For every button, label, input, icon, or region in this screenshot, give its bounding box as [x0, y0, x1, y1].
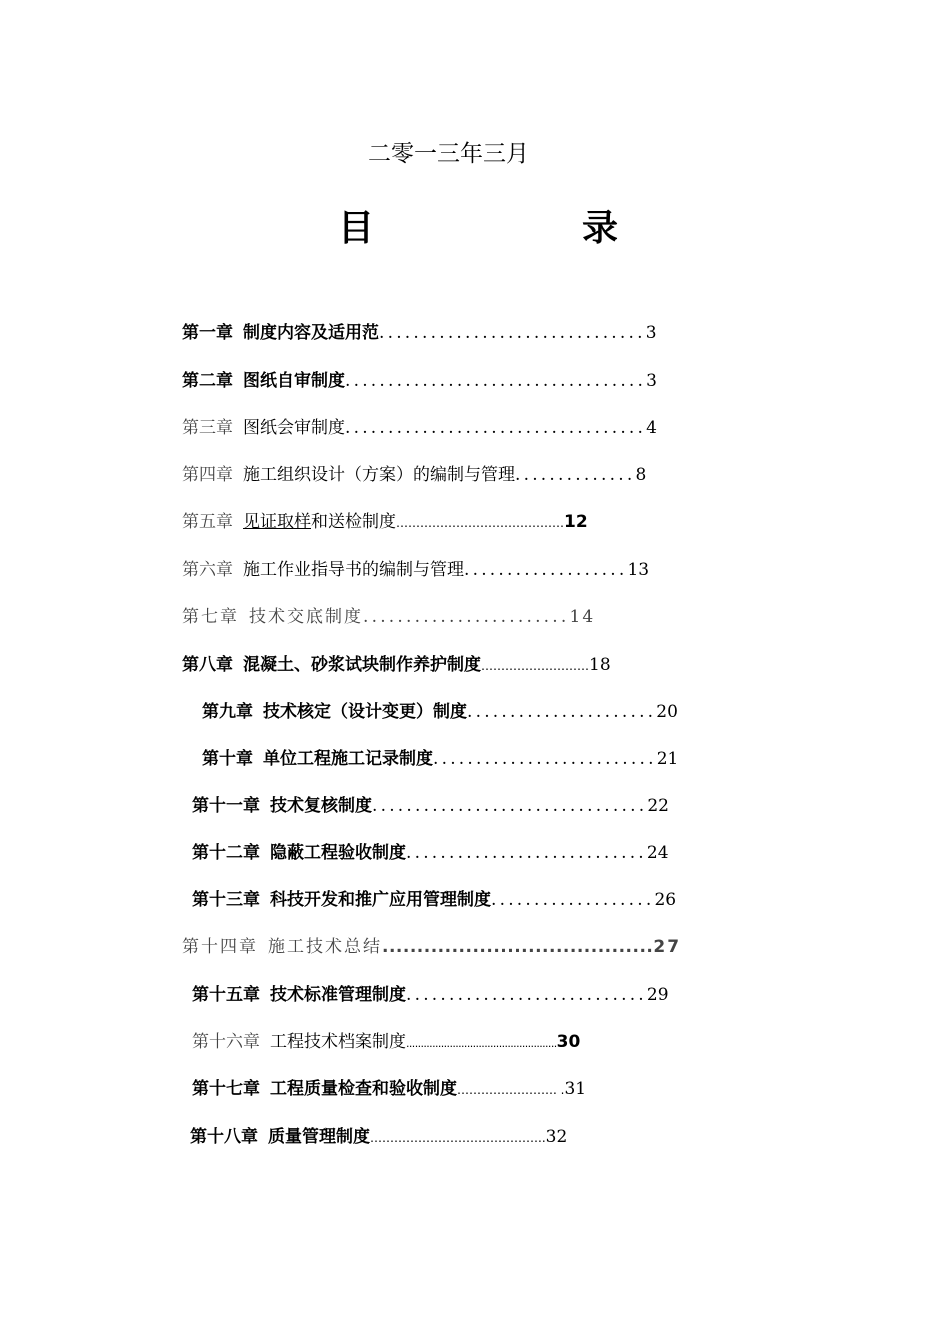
chapter-title: 施工技术总结 — [268, 937, 382, 957]
chapter-number: 第十三章 — [192, 890, 260, 910]
toc-entry — [192, 791, 669, 816]
dot-leader: ....................................... — [382, 937, 654, 957]
toc-entry — [182, 318, 657, 343]
page-number: 20 — [656, 702, 678, 722]
toc-entry — [182, 602, 595, 627]
chapter-title: 图纸会审制度 — [243, 418, 345, 438]
chapter-number: 第十六章 — [192, 1032, 260, 1052]
toc-entry — [192, 1074, 586, 1099]
toc-entry — [192, 1027, 580, 1052]
chapter-number: 第十八章 — [190, 1127, 258, 1147]
page-number: 3 — [645, 323, 657, 343]
chapter-number: 第三章 — [182, 418, 233, 438]
page-number: 4 — [646, 418, 657, 438]
toc-title-part1: 目 — [338, 207, 375, 249]
page-number: 26 — [654, 890, 677, 910]
chapter-title: 单位工程施工记录制度 — [263, 749, 433, 769]
dot-leader: …………………………………… — [396, 516, 564, 530]
page-number: 32 — [545, 1127, 568, 1147]
chapter-title: 施工作业指导书的编制与管理 — [243, 560, 464, 580]
chapter-number: 第十一章 — [192, 796, 260, 816]
chapter-title: 工程技术档案制度 — [270, 1032, 406, 1052]
toc-title-part2: 录 — [582, 207, 619, 249]
toc-entry — [182, 507, 588, 532]
toc-entry — [202, 697, 678, 722]
toc-entry — [182, 413, 657, 438]
toc-entry — [182, 460, 646, 485]
dot-leader: ……………………. . — [457, 1083, 565, 1097]
page-number: 12 — [564, 512, 588, 532]
chapter-title: 技术复核制度 — [270, 796, 372, 816]
page-number: 14 — [569, 607, 596, 627]
page-number: 27 — [653, 937, 682, 957]
dot-leader: ........................ — [363, 607, 570, 627]
chapter-number: 第二章 — [182, 371, 233, 391]
chapter-title: 工程质量检查和验收制度 — [270, 1079, 457, 1099]
page-number: 30 — [556, 1032, 581, 1052]
chapter-number: 第十七章 — [192, 1079, 260, 1099]
chapter-title: 技术交底制度 — [249, 607, 363, 627]
toc-entry — [182, 555, 649, 580]
chapter-number: 第九章 — [202, 702, 253, 722]
chapter-number: 第十二章 — [192, 843, 260, 863]
dot-leader: ……………………… — [481, 659, 589, 673]
dot-leader: .................................................... — [406, 1037, 557, 1050]
dot-leader: …………………………………….. — [370, 1131, 546, 1145]
page-number: 31 — [564, 1079, 587, 1099]
chapter-title: 图纸自审制度 — [243, 371, 345, 391]
chapter-title: 施工组织设计（方案）的编制与管理 — [243, 465, 515, 485]
dot-leader: ................................ — [372, 796, 648, 816]
chapter-title: 技术标准管理制度 — [270, 985, 406, 1005]
chapter-number: 第八章 — [182, 655, 233, 675]
dot-leader: ............................... — [379, 323, 646, 343]
chapter-title-underlined: 见证取样 — [243, 512, 311, 532]
dot-leader: ............................ — [406, 843, 647, 863]
dot-leader: ................... — [464, 560, 628, 580]
page-number: 22 — [647, 796, 669, 816]
toc-entry — [192, 885, 676, 910]
toc-entry — [192, 838, 669, 863]
chapter-title: 技术核定（设计变更）制度 — [263, 702, 467, 722]
dot-leader: ................................... — [345, 418, 647, 438]
date-line: 二零一三年三月 — [368, 141, 529, 167]
toc-entry — [202, 744, 678, 769]
chapter-title: 科技开发和推广应用管理制度 — [270, 890, 491, 910]
chapter-number: 第五章 — [182, 512, 233, 532]
chapter-title: 质量管理制度 — [268, 1127, 370, 1147]
toc-entry — [190, 1122, 567, 1147]
page-number: 24 — [646, 843, 669, 863]
chapter-number: 第一章 — [182, 323, 233, 343]
toc-entry — [192, 980, 669, 1005]
chapter-title: 混凝土、砂浆试块制作养护制度 — [243, 655, 481, 675]
chapter-title: 隐蔽工程验收制度 — [270, 843, 406, 863]
chapter-title: 和送检制度 — [311, 512, 396, 532]
chapter-number: 第七章 — [182, 607, 239, 627]
chapter-number: 第十五章 — [192, 985, 260, 1005]
toc-entry — [182, 932, 681, 957]
chapter-number: 第十章 — [202, 749, 253, 769]
chapter-number: 第十四章 — [182, 937, 258, 957]
chapter-number: 第六章 — [182, 560, 233, 580]
page-number: 8 — [635, 465, 647, 485]
page-number: 21 — [656, 749, 679, 769]
dot-leader: .......................... — [433, 749, 657, 769]
toc-entry — [182, 650, 611, 675]
page-number: 13 — [627, 560, 650, 580]
dot-leader: ................... — [491, 890, 655, 910]
page-number: 29 — [646, 985, 669, 1005]
page-number: 3 — [646, 371, 657, 391]
dot-leader: ...................... — [467, 702, 657, 722]
page-number: 18 — [589, 655, 611, 675]
dot-leader: ............................ — [406, 985, 647, 1005]
dot-leader: ................................... — [345, 371, 647, 391]
chapter-number: 第四章 — [182, 465, 233, 485]
dot-leader: .............. — [515, 465, 636, 485]
chapter-title: 制度内容及适用范 — [243, 323, 379, 343]
toc-entry — [182, 366, 657, 391]
